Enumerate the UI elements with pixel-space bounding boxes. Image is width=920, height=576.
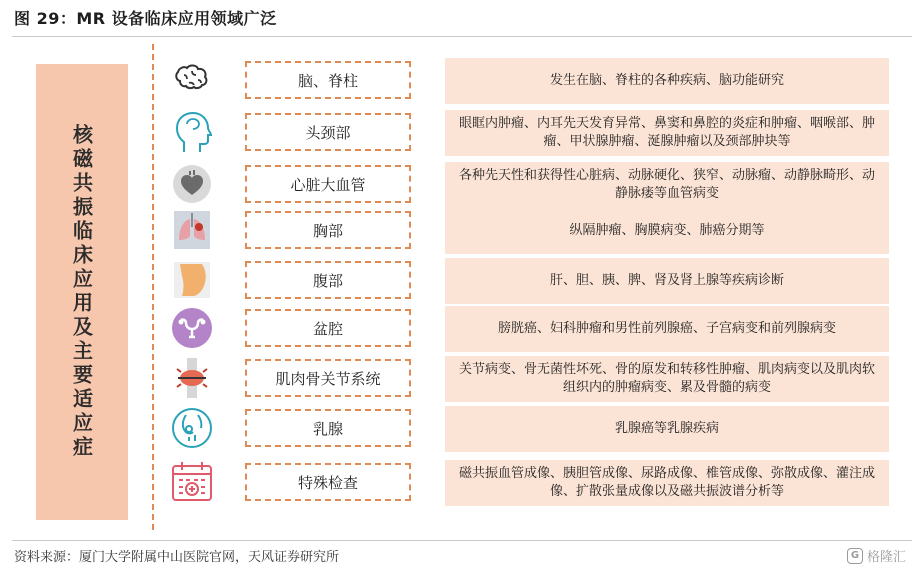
page-title: 图 29：MR 设备临床应用领域广泛: [14, 9, 277, 28]
region-label: 特殊检查: [245, 463, 411, 501]
title-divider: [12, 36, 912, 37]
calendar-medical-icon: [170, 460, 214, 504]
indication-text: 眼眶内肿瘤、内耳先天发育异常、鼻窦和鼻腔的炎症和肿瘤、咽喉部、肿瘤、甲状腺肿瘤、涎腺肿瘤以及颈部肿块等: [445, 110, 889, 156]
indication-text: 膀胱癌、妇科肿瘤和男性前列腺癌、子宫病变和前列腺病变: [445, 306, 889, 352]
list-item: [0, 306, 920, 352]
indication-text: 磁共振血管成像、胰胆管成像、尿路成像、椎管成像、弥散成像、灌注成像、扩散张量成像以及磁共振波谱分析等: [445, 460, 889, 506]
joint-icon: [170, 356, 214, 400]
region-label: 乳腺: [245, 409, 411, 447]
region-label: 肌肉骨关节系统: [245, 359, 411, 397]
region-label: 胸部: [245, 211, 411, 249]
lungs-icon: [170, 208, 214, 252]
list-item: [0, 356, 920, 402]
list-item: [0, 258, 920, 304]
category-label: 核磁共振临床应用及主要适应症: [69, 124, 94, 460]
footer-divider: [12, 540, 912, 541]
indication-text: 纵隔肿瘤、胸膜病变、肺癌分期等: [445, 208, 889, 254]
watermark: [847, 546, 906, 565]
watermark-text: 格隆汇: [866, 550, 906, 565]
indication-text: 关节病变、骨无菌性坏死、骨的原发和转移性肿瘤、肌肉病变以及肌肉软组织内的肿瘤病变、累及骨髓的病变: [445, 356, 889, 402]
list-item: [0, 162, 920, 208]
indication-text: 肝、胆、胰、脾、肾及肾上腺等疾病诊断: [445, 258, 889, 304]
brain-icon: [170, 58, 214, 102]
list-item: [0, 58, 920, 104]
list-item: [0, 110, 920, 156]
breast-icon: [170, 406, 214, 450]
region-label: 脑、脊柱: [245, 61, 411, 99]
head-profile-icon: [170, 110, 214, 154]
indication-text: 各种先天性和获得性心脏病、动脉硬化、狭窄、动脉瘤、动静脉畸形、动静脉瘘等血管病变: [445, 162, 889, 208]
list-item: [0, 460, 920, 506]
indication-text: 乳腺癌等乳腺疾病: [445, 406, 889, 452]
abdomen-icon: [170, 258, 214, 302]
list-item: [0, 208, 920, 254]
source-note: 资料来源：厦门大学附属中山医院官网，天风证券研究所: [14, 550, 340, 565]
region-label: 腹部: [245, 261, 411, 299]
indication-text: 发生在脑、脊柱的各种疾病、脑功能研究: [445, 58, 889, 104]
region-label: 盆腔: [245, 309, 411, 347]
region-label: 心脏大血管: [245, 165, 411, 203]
region-label: 头颈部: [245, 113, 411, 151]
heart-icon: [170, 162, 214, 206]
watermark-logo-icon: G: [847, 548, 863, 564]
list-item: [0, 406, 920, 452]
pelvis-icon: [170, 306, 214, 350]
